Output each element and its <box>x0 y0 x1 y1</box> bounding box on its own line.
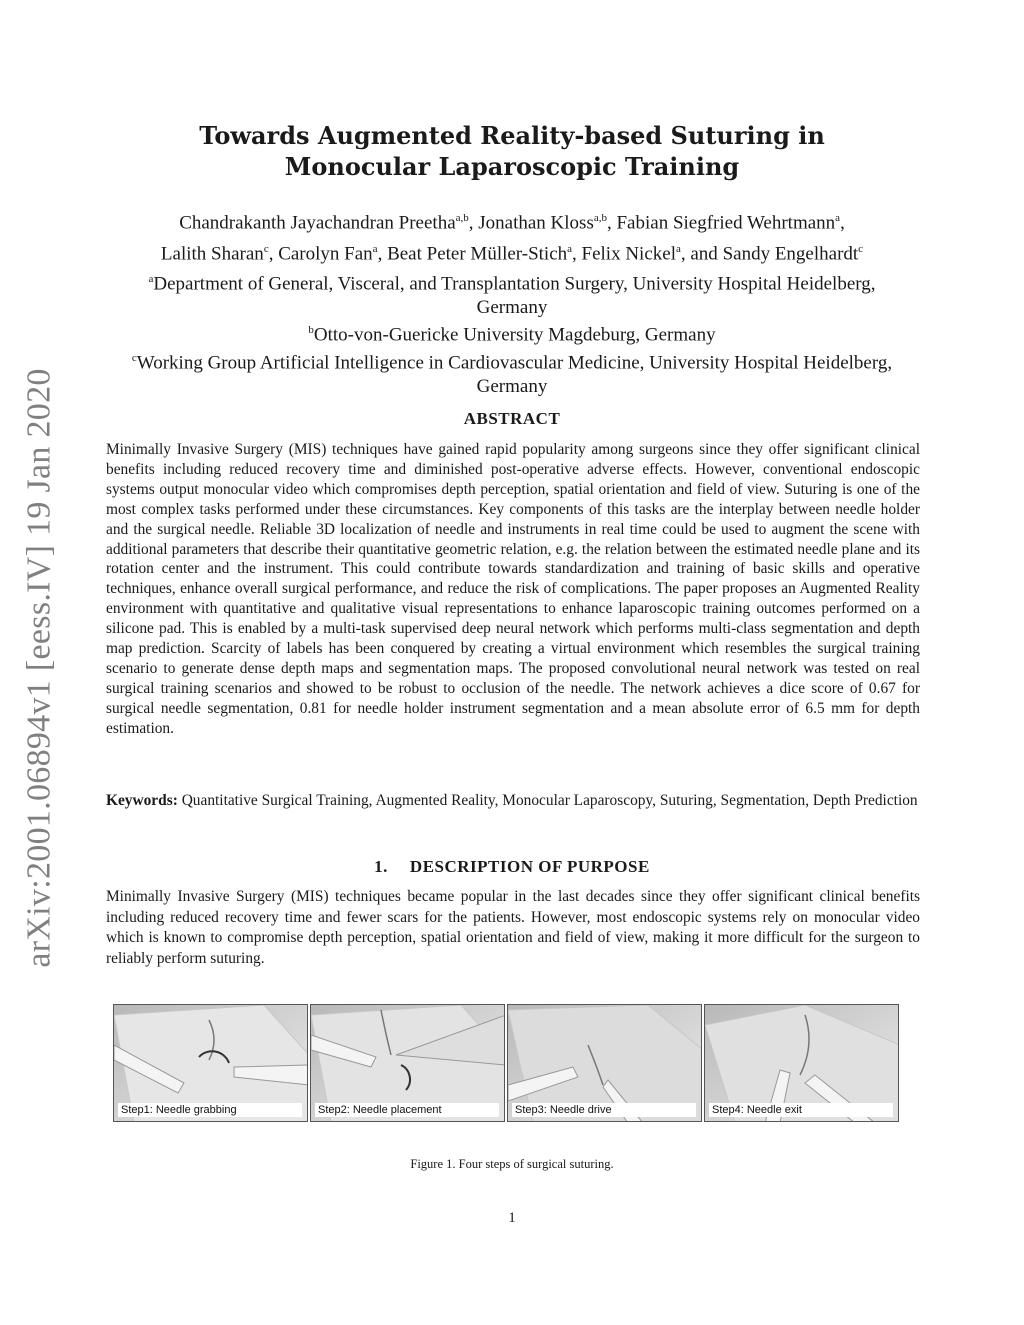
panel-label: Step2: Needle placement <box>315 1103 499 1117</box>
author-affiliation-mark: c <box>858 243 864 256</box>
author-separator: , <box>468 212 479 234</box>
affiliation-mark: b <box>308 324 314 337</box>
affiliation-a <box>120 268 904 319</box>
author-separator: , <box>572 243 582 265</box>
author-affiliation-mark: a,b <box>455 212 469 224</box>
section-heading <box>0 857 1024 877</box>
panel-label: Step3: Needle drive <box>512 1103 696 1117</box>
keywords-text: Quantitative Surgical Training, Augmented Reality, Monocular Laparoscopy, Suturing, Segmentation, Depth Prediction <box>181 792 918 809</box>
author-separator: , <box>377 243 388 265</box>
panel-label: Step1: Needle grabbing <box>118 1103 302 1117</box>
affiliation-text: Department of General, Visceral, and Transplantation Surgery, University Hospital Heidelberg, Germany <box>153 273 876 318</box>
affiliation-text: Working Group Artificial Intelligence in Cardiovascular Medicine, University Hospital Heidelberg, Germany <box>136 352 893 397</box>
abstract-text: Minimally Invasive Surgery (MIS) techniques have gained rapid popularity among surgeons since they offer significant clinical benefits including reduced recovery time and diminished post-operative adverse effects. However, conventional endoscopic systems output monocular video which compromises depth perception, spatial orientation and field of view. Suturing is one of the most complex tasks performed under these circumstances. Key components of this tasks are the interplay between needle holder and the surgical needle. Reliable 3D localization of needle and instruments in real time could be used to augment the scene with additional parameters that describe their quantitative geometric relation, e.g. the relation between the estimated needle plane and its rotation center and the instrument. This could contribute towards standardization and training of basic skills and operative techniques, enhance overall surgical performance, and reduce the risk of complications. The paper proposes an Augmented Reality environment with quantitative and qualitative visual representations to enhance laparoscopic training outcomes performed on a silicone pad. This is enabled by a multi-task supervised deep neural network which performs multi-class segmentation and depth map prediction. Scarcity of labels has been conquered by creating a virtual environment which resembles the surgical training scenario to generate dense depth maps and segmentation maps. The proposed convolutional neural network was tested on real surgical training scenarios and showed to be robust to occlusion of the needle. The network achieves a dice score of 0.67 for surgical needle segmentation, 0.81 for needle holder instrument segmentation and a mean absolute error of 6.5 mm for depth estimation. <box>106 441 920 737</box>
title-line-2: Monocular Laparoscopic Training <box>284 152 740 181</box>
section-body-text: Minimally Invasive Surgery (MIS) techniques became popular in the last decades since they offer significant clinical benefits including reduced recovery time and fewer scars for the patients. However, most endoscopic systems rely on monocular video which is known to compromise depth perception, spatial orientation and field of view, making it more difficult for the surgeon to reliably perform suturing. <box>106 888 920 967</box>
page-number: 1 <box>508 1210 516 1226</box>
author-name: Lalith Sharan <box>160 243 264 265</box>
affiliation-b <box>120 319 904 347</box>
author-name: Sandy Engelhardt <box>722 243 859 265</box>
affiliation-text: Otto-von-Guericke University Magdeburg, Germany <box>313 324 716 346</box>
affiliations <box>120 268 904 398</box>
arxiv-stamp <box>16 355 64 980</box>
author-separator: , <box>840 212 845 234</box>
author-name: Jonathan Kloss <box>478 212 594 234</box>
title-line-1: Towards Augmented Reality-based Suturing in <box>199 121 825 150</box>
paper-title <box>150 120 874 182</box>
keywords-label: Keywords: <box>106 792 178 809</box>
author-line-1 <box>100 205 924 236</box>
author-affiliation-mark: c <box>263 243 269 256</box>
author-affiliation-mark: a <box>567 243 573 256</box>
figure-panel-4 <box>704 1004 899 1122</box>
author-name: Carolyn Fan <box>278 243 373 265</box>
figure-panel-1 <box>113 1004 308 1122</box>
figure-1 <box>113 1004 899 1122</box>
author-name: Felix Nickel <box>581 243 676 265</box>
arxiv-stamp-text: arXiv:2001.06894v1 [eess.IV] 19 Jan 2020 <box>21 367 59 968</box>
author-separator: , and <box>680 243 723 265</box>
affiliation-c <box>120 347 904 398</box>
abstract-heading: ABSTRACT <box>463 409 561 428</box>
author-affiliation-mark: a <box>372 243 378 256</box>
figure-panel-3 <box>507 1004 702 1122</box>
author-line-2 <box>100 236 924 267</box>
author-separator: , <box>268 243 279 265</box>
affiliation-mark: c <box>131 352 137 365</box>
affiliation-mark: a <box>148 273 154 285</box>
keywords <box>106 791 920 811</box>
author-name: Fabian Siegfried Wehrtmann <box>616 212 836 234</box>
author-name: Chandrakanth Jayachandran Preetha <box>179 212 456 234</box>
figure-caption: Figure 1. Four steps of surgical suturing. <box>410 1157 614 1171</box>
figure-panel-2 <box>310 1004 505 1122</box>
author-list <box>100 205 924 268</box>
author-separator: , <box>606 212 617 234</box>
author-affiliation-mark: a <box>835 212 841 224</box>
section-number: 1. <box>374 857 388 876</box>
author-affiliation-mark: a <box>675 243 681 256</box>
author-affiliation-mark: a,b <box>593 212 607 224</box>
panel-label: Step4: Needle exit <box>709 1103 893 1117</box>
section-title: DESCRIPTION OF PURPOSE <box>409 857 650 876</box>
author-name: Beat Peter Müller-Stich <box>387 243 568 265</box>
